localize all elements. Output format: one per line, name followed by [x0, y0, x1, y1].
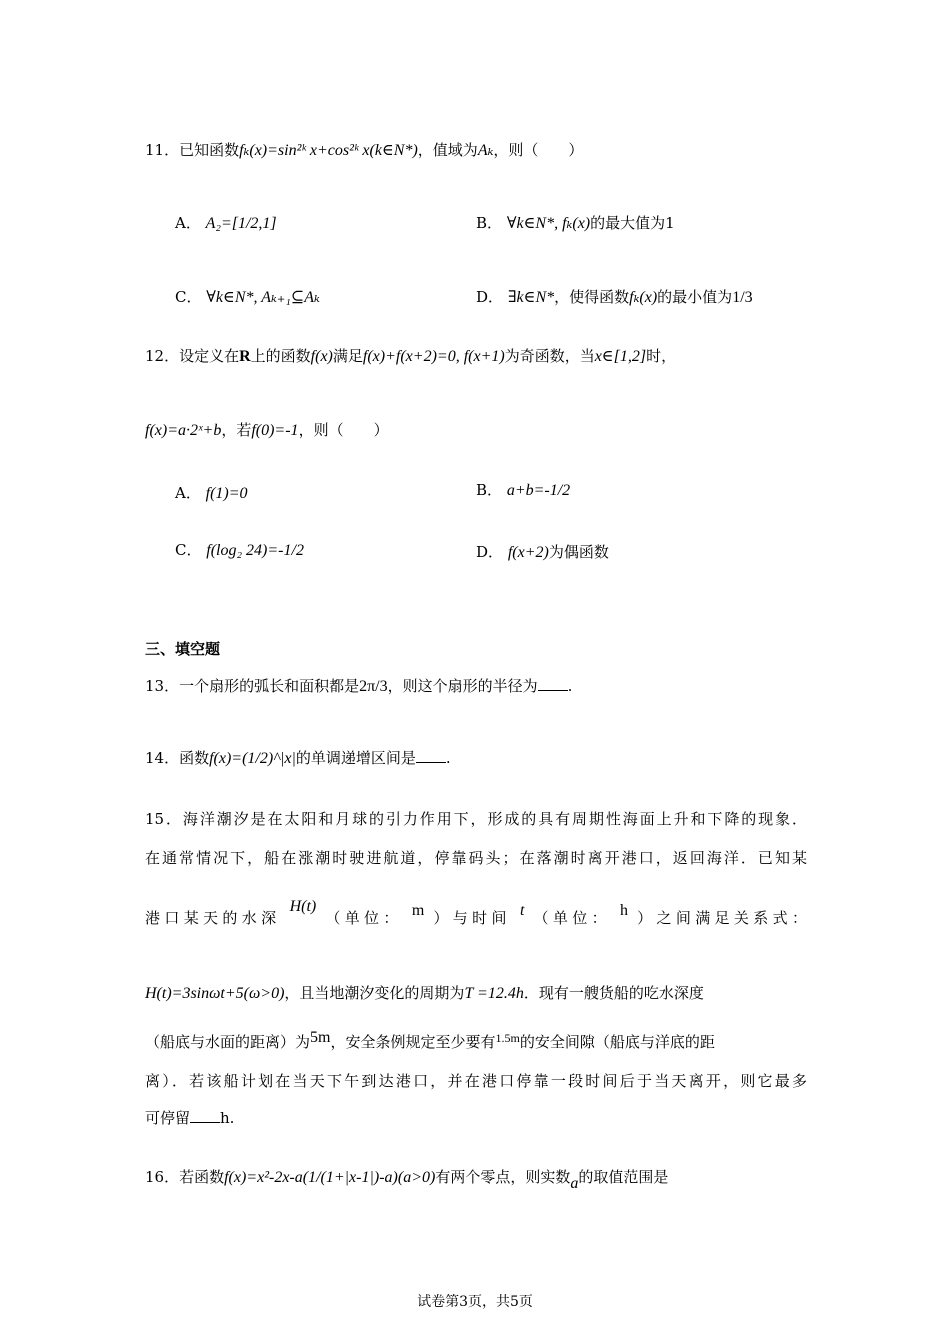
q15-line2: 在通常情况下，船在涨潮时驶进航道，停靠码头；在落潮时离开港口，返回海洋．已知某 — [145, 849, 807, 867]
q15-unit-m: m — [411, 902, 425, 919]
page-footer: 试卷第3页，共5页 — [417, 1294, 533, 1310]
option-label: B． — [476, 481, 503, 499]
q12-set-r: R — [239, 348, 251, 365]
q16-text: 16．若函数 — [145, 1168, 225, 1186]
q15-l3c: ）与时间 — [433, 909, 511, 927]
q15-line5 — [145, 1029, 715, 1053]
q11-option-c-formula: ∀k∈N*, Aₖ₊₁⊆Aₖ — [206, 289, 320, 306]
q13 — [145, 676, 572, 697]
q15-l3e: ）之间满足关系式： — [637, 909, 807, 927]
q12-interval: x∈[1,2] — [594, 348, 647, 365]
q15-l5b: ，安全条例规定至少要有 — [330, 1033, 496, 1051]
q12-option-c — [175, 540, 304, 561]
q11-stem-end: ，则（ ） — [493, 141, 584, 159]
q12-stem — [145, 346, 676, 367]
q16 — [145, 1167, 669, 1192]
q11-option-b-formula: ∀k∈N*, fₖ(x) — [506, 215, 591, 232]
q15-unit-h: h — [620, 902, 629, 919]
q12-condition: f(x)+f(x+2)=0, f(x+1) — [362, 348, 505, 365]
section-title: 三、填空题 — [145, 640, 221, 658]
q12-stem-d: 时， — [646, 347, 677, 365]
q15-l7a: 可停留 — [145, 1109, 191, 1127]
option-label: A． — [175, 484, 201, 502]
q12-definition: f(x)=a·2ˣ+b — [145, 422, 222, 439]
q15-l3d: （单位： — [533, 909, 611, 927]
q11-formula: fₖ(x)=sin²ᵏ x+cos²ᵏ x(k∈N*) — [239, 142, 418, 159]
q12-stem-f: ，则（ ） — [298, 421, 389, 439]
q12-stem-text: 12．设定义在 — [145, 347, 240, 365]
q15-gap: 1.5m — [495, 1031, 520, 1045]
q15-line4 — [145, 983, 704, 1004]
option-label: D． — [476, 543, 504, 561]
q11-stem-mid: ，值域为 — [417, 141, 478, 159]
q14-text: 14．函数 — [145, 749, 210, 767]
q12-stem-b: 满足 — [332, 347, 363, 365]
q12-option-d — [476, 542, 609, 563]
q14-end: . — [445, 749, 451, 767]
q11-set-name: Aₖ — [477, 142, 494, 159]
q11-option-d-value: 1/3 — [732, 289, 753, 306]
q12-stem-e: ，若 — [221, 421, 252, 439]
q13-text: 13．一个扇形的弧长和面积都是 — [145, 677, 360, 695]
q15-time-symbol: t — [519, 902, 525, 919]
q12-stem-a: 上的函数 — [250, 347, 311, 365]
q11-option-d-func: fₖ(x) — [629, 289, 658, 306]
option-label: A． — [175, 214, 201, 232]
q14 — [145, 748, 451, 769]
q14-formula: f(x)=(1/2)^|x| — [209, 750, 296, 767]
q13-end: . — [567, 677, 573, 695]
q12-option-b — [476, 480, 570, 501]
q11-stem — [145, 140, 583, 161]
q15-l3a: 港口某天的水深 — [145, 909, 281, 927]
q15-line1: 15．海洋潮汐是在太阳和月球的引力作用下，形成的具有周期性海面上升和下降的现象． — [145, 810, 807, 828]
q11-option-d-text2: 的最小值为 — [657, 288, 733, 306]
q15-line3 — [145, 898, 807, 929]
q15-l4b: ．现有一艘货船的吃水深度 — [523, 984, 704, 1002]
q16-text-end: 的取值范围是 — [578, 1168, 669, 1186]
q15-relation: H(t)=3sinωt+5(ω>0) — [145, 985, 285, 1002]
q11-option-b — [476, 213, 675, 234]
option-label: B． — [476, 214, 503, 232]
q14-text-post: 的单调递增区间是 — [295, 749, 416, 767]
q12-stem-line2 — [145, 420, 389, 441]
q12-option-b-formula: a+b=-1/2 — [506, 482, 571, 499]
option-label: C． — [175, 288, 202, 306]
answer-blank[interactable] — [416, 748, 446, 763]
q16-formula: f(x)=x²-2x-a(1/(1+|x-1|)-a)(a>0) — [224, 1169, 436, 1186]
q13-text-post: ，则这个扇形的半径为 — [387, 677, 538, 695]
answer-blank[interactable] — [190, 1108, 220, 1123]
q15-l5c: 的安全间隙（船底与洋底的距 — [519, 1033, 715, 1051]
q16-text-post: 有两个零点，则实数 — [435, 1168, 571, 1186]
q12-option-c-formula: f(log₂ 24)=-1/2 — [206, 542, 304, 559]
q12-given: f(0)=-1 — [251, 422, 299, 439]
q11-option-d-text: ，使得函数 — [554, 288, 630, 306]
q12-option-d-text: 为偶函数 — [548, 543, 609, 561]
answer-blank[interactable] — [538, 676, 568, 691]
q15-l4a: ，且当地潮汐变化的周期为 — [284, 984, 465, 1002]
q11-option-d-formula: ∃k∈N* — [507, 289, 555, 306]
option-label: D． — [476, 288, 504, 306]
q15-depth-symbol: H(t) — [289, 898, 317, 915]
q15-l7b: h. — [220, 1109, 235, 1127]
option-label: C． — [175, 541, 202, 559]
q11-option-c — [175, 287, 320, 308]
q12-stem-c: 为奇函数，当 — [504, 347, 595, 365]
q11-option-d — [476, 287, 753, 308]
q15-l5a: （船底与水面的距离）为 — [145, 1033, 311, 1051]
q13-value: 2π/3 — [359, 678, 388, 695]
q12-option-a — [175, 483, 248, 504]
q15-draft: 5m — [310, 1029, 331, 1046]
q15-line6: 离）．若该船计划在当天下午到达港口，并在港口停靠一段时间后于当天离开，则它最多 — [145, 1072, 807, 1090]
q16-symbol-a: a — [570, 1175, 579, 1192]
q12-option-a-formula: f(1)=0 — [205, 485, 248, 502]
q12-option-d-formula: f(x+2) — [507, 544, 549, 561]
q11-option-a-formula: A₂=[1/2,1] — [205, 215, 277, 232]
q15-l3b: （单位： — [325, 909, 403, 927]
q11-option-b-text: 的最大值为1 — [590, 214, 675, 232]
q11-option-a — [175, 213, 277, 234]
q15-period: T =12.4h — [464, 985, 524, 1002]
q12-func: f(x) — [310, 348, 333, 365]
q11-stem-text: 11．已知函数 — [145, 141, 240, 159]
q15-line7 — [145, 1108, 234, 1128]
